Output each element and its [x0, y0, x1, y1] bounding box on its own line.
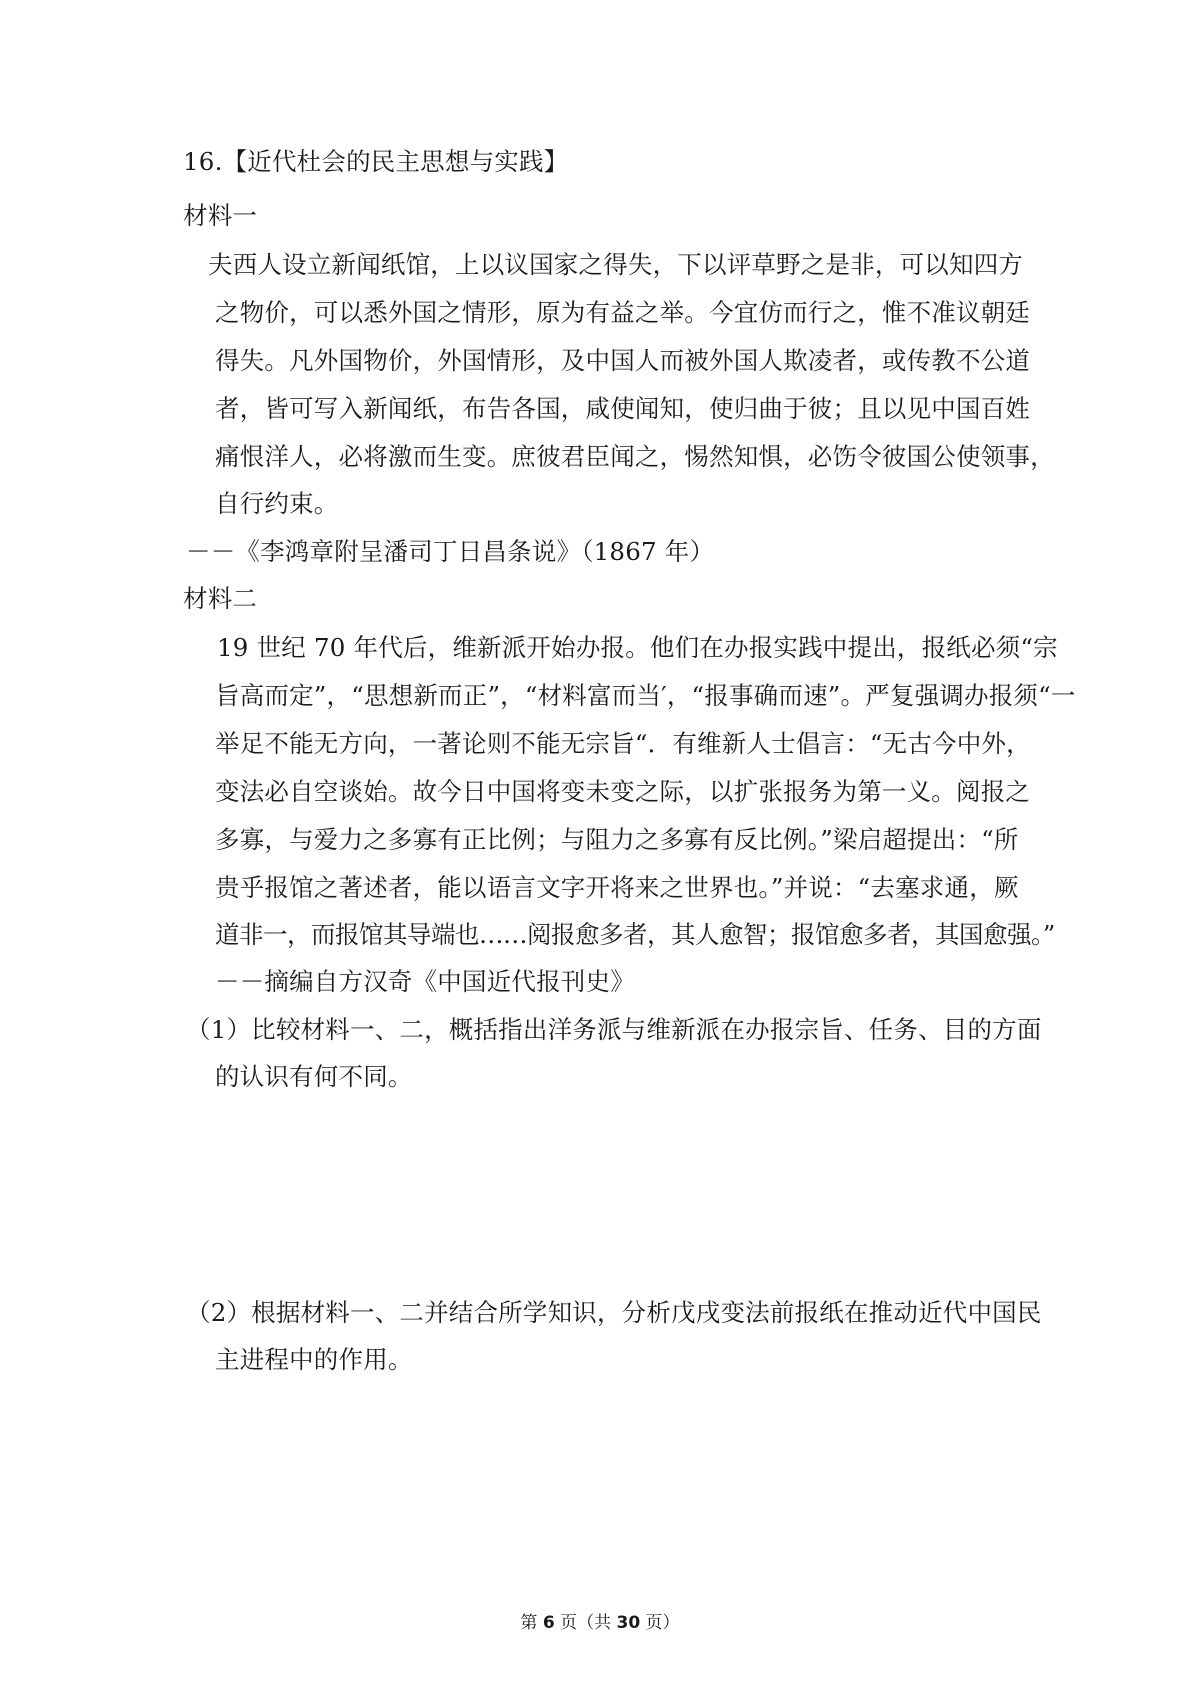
material-1-line: 夫西人设立新闻纸馆，上以议国家之得失，下以评草野之是非，可以知四方: [208, 250, 1024, 279]
material-2-line: 道非一，而报馆其导端也……阅报愈多者，其人愈智；报馆愈多者，其国愈强。”: [215, 920, 1055, 949]
subquestion-2-line: （2）根据材料一、二并结合所学知识，分析戊戌变法前报纸在推动近代中国民: [186, 1298, 1042, 1327]
question-heading: [183, 147, 569, 176]
footer-middle: 页（共: [554, 1613, 617, 1633]
subquestion-1-line: 的认识有何不同。: [215, 1062, 413, 1091]
material-2-line: 变法必自空谈始。故今日中国将变未变之际，以扩张报务为第一义。阅报之: [215, 777, 1031, 806]
material-1-source: －－《李鸿章附呈潘司丁日昌条说》（1867 年）: [186, 537, 715, 566]
material-1-line: 者，皆可写入新闻纸，布告各国，咸使闻知，使归曲于彼；且以见中国百姓: [215, 394, 1031, 423]
page-footer: [0, 1608, 1200, 1633]
material-2-line: 旨高而定”，“思想新而正”，“材料富而当′，“报事确而速”。严复强调办报须“一: [215, 681, 1076, 710]
material-1-line: 之物价，可以悉外国之情形，原为有益之举。今宜仿而行之，惟不准议朝廷: [215, 298, 1031, 327]
material-2-source: －－摘编自方汉奇《中国近代报刊史》: [215, 967, 635, 996]
material-2-line: 19 世纪 70 年代后，维新派开始办报。他们在办报实践中提出，报纸必须“宗: [217, 633, 1058, 662]
question-number: 16.: [183, 147, 223, 176]
material-1-line: 自行约束。: [215, 489, 339, 518]
answer-space-2: [183, 1385, 1023, 1585]
material-2-label: 材料二: [183, 584, 258, 613]
footer-suffix: 页）: [640, 1613, 680, 1633]
material-2-line: 举足不能无方向，一著论则不能无宗旨“．有维新人士倡言：“无古今中外，: [215, 729, 1031, 758]
material-1-label: 材料一: [183, 201, 258, 230]
material-2-line: 多寡，与爱力之多寡有正比例；与阻力之多寡有反比例。”梁启超提出：“所: [215, 825, 1019, 854]
footer-total-pages: 30: [616, 1613, 641, 1633]
material-1-line: 痛恨洋人，必将激而生变。庶彼君臣闻之，惕然知惧，必饬令彼国公使领事，: [215, 442, 1055, 471]
footer-page-number: 6: [542, 1613, 555, 1633]
subquestion-1-line: （1）比较材料一、二，概括指出洋务派与维新派在办报宗旨、任务、目的方面: [186, 1015, 1042, 1044]
material-2-line: 贵乎报馆之著述者，能以语言文字开将来之世界也。”并说：“去塞求通，厥: [215, 873, 1019, 902]
subquestion-2-line: 主进程中的作用。: [215, 1345, 413, 1374]
footer-prefix: 第: [520, 1613, 543, 1633]
answer-space-1: [183, 1100, 1023, 1280]
material-1-line: 得失。凡外国物价，外国情形，及中国人而被外国人欺凌者，或传教不公道: [215, 346, 1031, 375]
question-title: 【近代杜会的民主思想与实践】: [222, 147, 569, 176]
